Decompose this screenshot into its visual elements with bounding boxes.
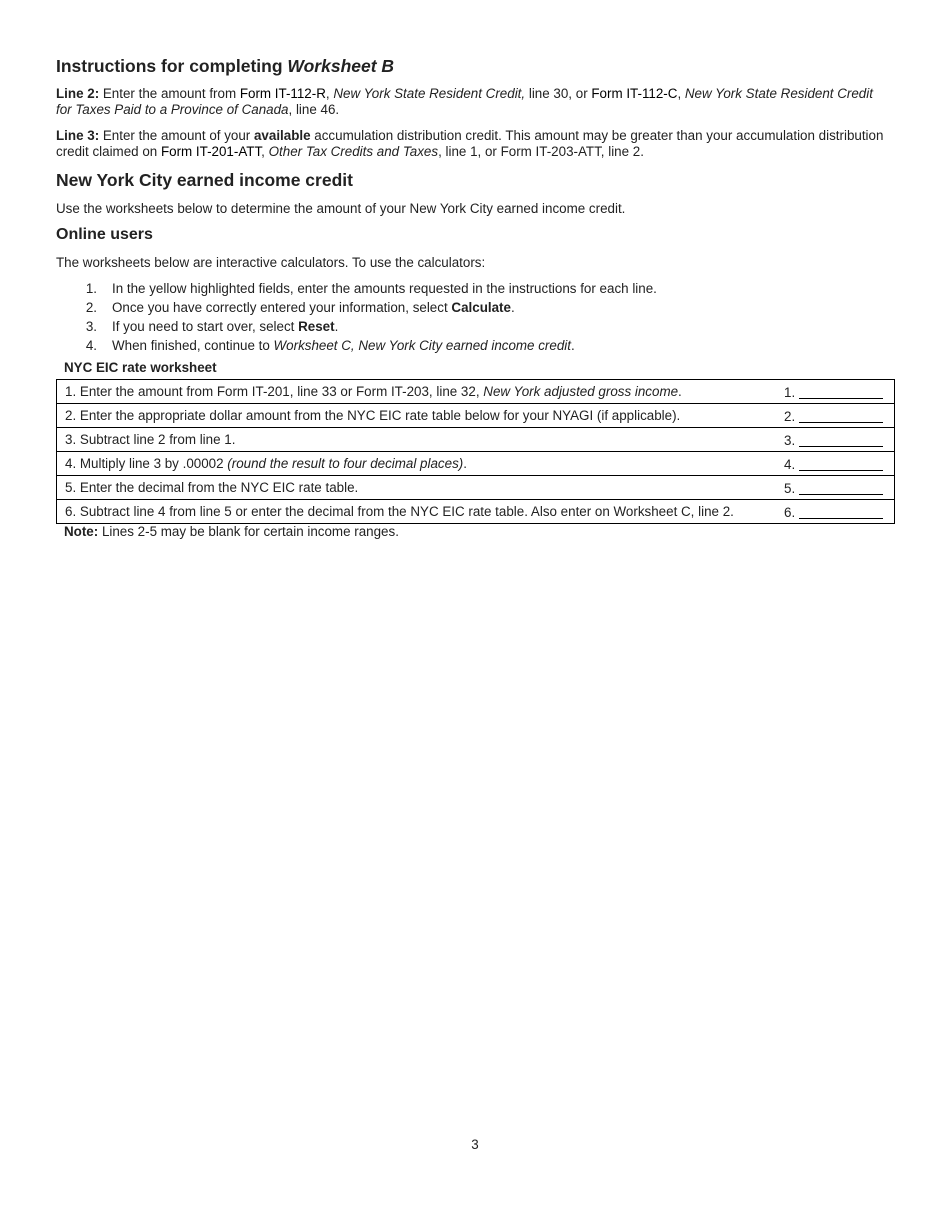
line2-text: Enter the amount from [99, 86, 240, 101]
list-item [56, 317, 886, 336]
worksheet-b-heading [56, 56, 394, 77]
step-text-pre: Once you have correctly entered your information, select [112, 300, 452, 315]
list-item [56, 279, 886, 298]
worksheet-line-text: 5. Enter the decimal from the NYC EIC rate table. [65, 480, 359, 495]
answer-field-line5[interactable] [799, 480, 883, 495]
step-text-post: . [334, 319, 339, 334]
line3-text: accumulation distribution credit. This amount may be greater than your accumulation distribution credit claimed on [56, 128, 884, 159]
line2-text: , line 46. [288, 102, 340, 117]
line2-instruction [56, 86, 886, 118]
step-number: 4. [85, 338, 97, 353]
form-it-201-att-link[interactable]: Form IT-201-ATT [160, 144, 262, 159]
answer-field-line4[interactable] [799, 456, 883, 471]
line3-text: , line 1, or Form IT-203-ATT, line 2. [438, 144, 644, 159]
online-users-heading: Online users [56, 226, 153, 243]
heading-italic: Worksheet B [287, 56, 395, 76]
worksheet-title: NYC EIC rate worksheet [64, 360, 217, 375]
nyc-eic-intro: Use the worksheets below to determine the amount of your New York City earned income credit. [56, 201, 626, 216]
answer-cell [784, 456, 894, 472]
page-number: 3 [471, 1137, 479, 1152]
line-text-italic: New York adjusted gross income [483, 384, 679, 399]
form-it-112-r-link[interactable]: Form IT-112-R [239, 86, 326, 101]
answer-cell [784, 408, 894, 424]
table-row [57, 452, 894, 476]
calculate-label: Calculate [451, 300, 511, 315]
answer-field-line1[interactable] [799, 384, 883, 399]
step-text-pre: When finished, continue to [112, 338, 274, 353]
answer-field-line2[interactable] [799, 408, 883, 423]
calculator-steps [56, 279, 886, 355]
table-row [57, 404, 894, 428]
worksheet-line-text: 3. Subtract line 2 from line 1. [65, 432, 236, 447]
table-row [57, 500, 894, 523]
line-text-post: . [678, 384, 682, 399]
line3-bold: available [253, 128, 311, 143]
worksheet-line-text: 2. Enter the appropriate dollar amount from the NYC EIC rate table below for your NYAGI (if applicable). [65, 408, 681, 423]
answer-number: 3. [784, 432, 796, 448]
line-text-post: . [463, 456, 467, 471]
step-text [112, 298, 515, 317]
worksheet-line-text [57, 456, 784, 471]
line3-text: Enter the amount of your [99, 128, 254, 143]
step-number: 2. [85, 300, 97, 315]
list-item [56, 298, 886, 317]
answer-field-line3[interactable] [799, 432, 883, 447]
line3-text: , [261, 144, 269, 159]
answer-number: 2. [784, 408, 796, 424]
line2-text: line 30, or [525, 86, 592, 101]
line2-form-title: New York State Resident Credit for Taxes Paid to a Province of Canada [56, 86, 873, 117]
worksheet-c-ref: Worksheet C, New York City earned income credit [273, 338, 571, 353]
worksheet-line-text: 6. Subtract line 4 from line 5 or enter the decimal from the NYC EIC rate table. Also enter on Worksheet C, line 2. [65, 504, 734, 519]
nyc-eic-rate-worksheet [56, 379, 895, 524]
step-text-post: . [510, 300, 515, 315]
form-it-112-c-link[interactable]: Form IT-112-C [591, 86, 678, 101]
line-text-pre: 4. Multiply line 3 by .00002 [65, 456, 228, 471]
line3-form-title: Other Tax Credits and Taxes [268, 144, 439, 159]
step-number: 1. [85, 281, 97, 296]
answer-field-line6[interactable] [799, 504, 883, 519]
line2-form-title: New York State Resident Credit, [333, 86, 526, 101]
step-text: In the yellow highlighted fields, enter the amounts requested in the instructions for each line. [112, 281, 657, 296]
step-text-pre: If you need to start over, select [112, 319, 299, 334]
heading-prefix: Instructions for completing [56, 56, 288, 76]
table-row [57, 380, 894, 404]
reset-label: Reset [298, 319, 335, 334]
line2-label: Line 2: [56, 86, 100, 101]
line3-label: Line 3: [56, 128, 100, 143]
list-item [56, 336, 886, 355]
answer-number: 6. [784, 504, 796, 520]
line2-text: , [325, 86, 334, 101]
answer-cell [784, 504, 894, 520]
table-row [57, 476, 894, 500]
line2-text: , [677, 86, 685, 101]
step-text-post: . [570, 338, 575, 353]
note-label: Note: [64, 524, 99, 539]
worksheet-line-text [57, 384, 784, 399]
answer-cell [784, 480, 894, 496]
note-text: Lines 2-5 may be blank for certain income ranges. [98, 524, 399, 539]
step-text [112, 336, 575, 355]
online-users-intro: The worksheets below are interactive calculators. To use the calculators: [56, 255, 486, 270]
answer-number: 1. [784, 384, 796, 400]
line-text-italic: (round the result to four decimal places) [227, 456, 464, 471]
answer-number: 5. [784, 480, 796, 496]
step-number: 3. [85, 319, 97, 334]
answer-cell [784, 384, 894, 400]
table-row [57, 428, 894, 452]
nyc-eic-heading: New York City earned income credit [56, 170, 353, 190]
line-text-pre: 1. Enter the amount from Form IT-201, line 33 or Form IT-203, line 32, [65, 384, 484, 399]
worksheet-note [64, 524, 399, 539]
answer-number: 4. [784, 456, 796, 472]
line3-instruction [56, 128, 886, 160]
step-text [112, 317, 338, 336]
answer-cell [784, 432, 894, 448]
